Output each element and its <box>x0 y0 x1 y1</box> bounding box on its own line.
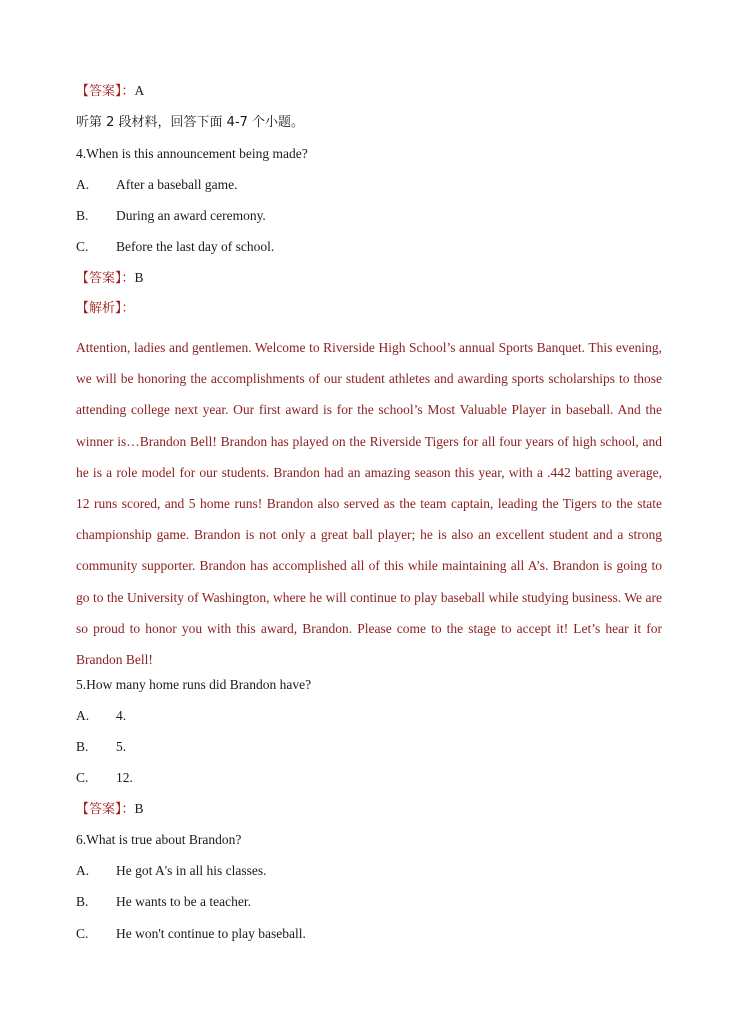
q4-option-b <box>76 207 266 225</box>
answer-line-q5 <box>76 800 144 819</box>
option-text: 4. <box>116 708 127 723</box>
option-text: He won't continue to play baseball. <box>116 926 306 941</box>
answer-label: 【答案】： <box>76 84 135 99</box>
option-letter: C. <box>76 770 89 785</box>
option-text: Before the last day of school. <box>116 239 275 254</box>
q4-option-a <box>76 176 237 194</box>
q4-option-c <box>76 238 274 256</box>
option-text: He wants to be a teacher. <box>116 894 251 909</box>
option-letter: A. <box>76 177 90 192</box>
answer-value: A <box>134 83 145 98</box>
q5-option-a <box>76 707 126 725</box>
section-intro: 听第 2 段材料，回答下面 4-7 个小题。 <box>76 115 305 130</box>
answer-line-q3 <box>76 82 144 101</box>
option-text: During an award ceremony. <box>116 208 266 223</box>
question-5: 5.How many home runs did Brandon have? <box>76 677 312 692</box>
q6-option-c <box>76 925 306 943</box>
q6-option-a <box>76 862 267 880</box>
option-letter: B. <box>76 208 89 223</box>
analysis-label: 【解析】： <box>76 301 135 316</box>
analysis-transcript: Attention, ladies and gentlemen. Welcome to Riverside High School’s annual Sports Banquet. This evening, we will be honoring the accomplishments of our student athletes and awarding sports scholarships to those attending college next year. Our first award is for the school’s Most Valuable Player in baseball. And the winner is…Brandon Bell! Brandon has played on the Riverside Tigers for all four years of high school, and he is a role model for our students. Brandon had an amazing season this year, with a .442 batting average, 12 runs scored, and 5 home runs! Brandon also served as the team captain, leading the Tigers to the state championship game. Brandon is not only a great ball player; he is also an excellent student and a strong community supporter. Brandon has accomplished all of this while maintaining all A’s. Brandon is going to go to the University of Washington, where he will continue to play baseball while studying business. We are so proud to honor you with this award, Brandon. Please come to the stage to accept it! Let’s hear it for Brandon Bell! <box>76 340 662 668</box>
question-6: 6.What is true about Brandon? <box>76 832 242 847</box>
option-text: After a baseball game. <box>116 177 238 192</box>
option-text: 12. <box>116 770 133 785</box>
answer-line-q4 <box>76 269 144 288</box>
answer-value: B <box>134 801 144 816</box>
question-4: 4.When is this announcement being made? <box>76 146 308 161</box>
option-text: 5. <box>116 739 127 754</box>
answer-value: B <box>134 270 144 285</box>
option-letter: A. <box>76 708 90 723</box>
q6-option-b <box>76 893 251 911</box>
option-letter: C. <box>76 926 89 941</box>
option-letter: A. <box>76 863 90 878</box>
option-letter: B. <box>76 894 89 909</box>
option-letter: C. <box>76 239 89 254</box>
q5-option-c <box>76 769 133 787</box>
answer-label: 【答案】： <box>76 802 135 817</box>
q5-option-b <box>76 738 126 756</box>
answer-label: 【答案】： <box>76 271 135 286</box>
option-text: He got A's in all his classes. <box>116 863 267 878</box>
option-letter: B. <box>76 739 89 754</box>
